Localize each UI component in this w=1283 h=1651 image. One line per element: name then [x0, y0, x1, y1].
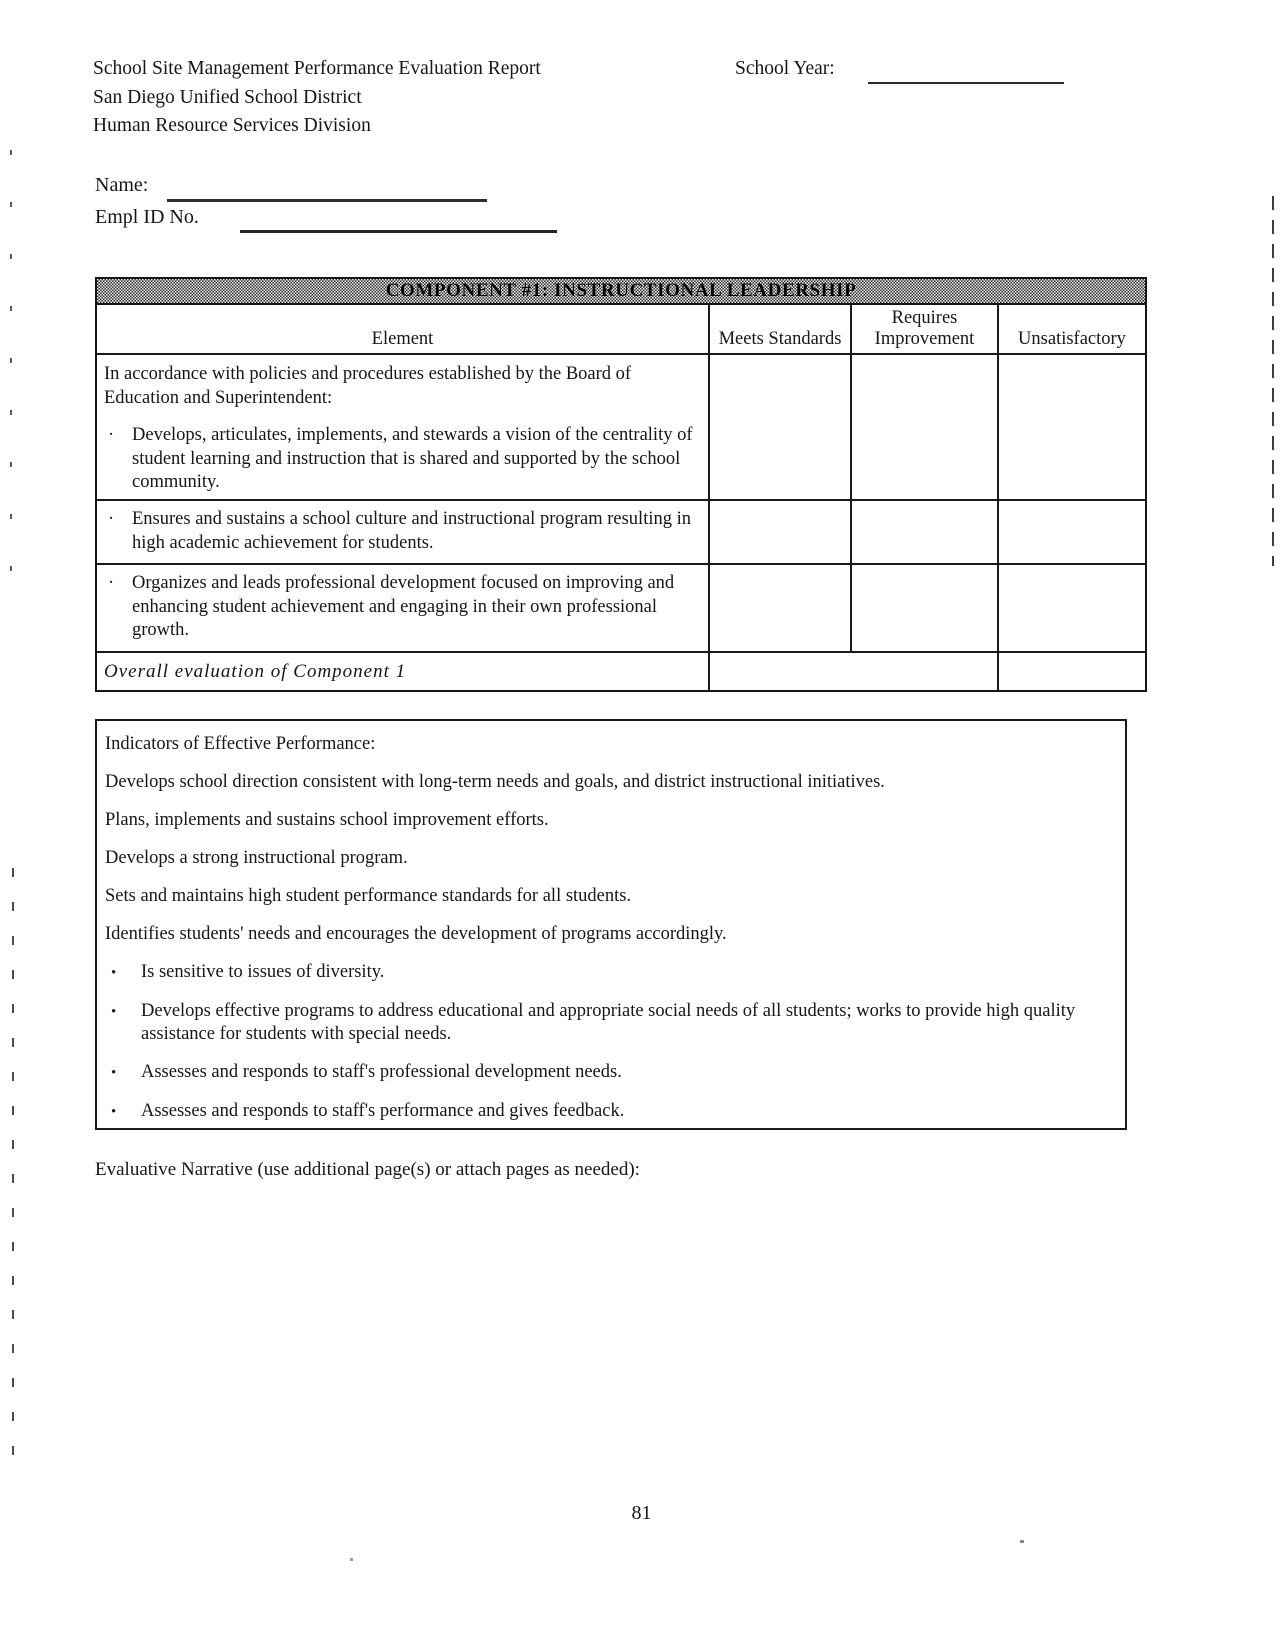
rating-cell-overall-unsatisfactory[interactable] — [997, 653, 1145, 690]
element-cell-development — [97, 565, 708, 651]
indicator-bullet-text: Assesses and responds to staff's performance and gives feedback. — [141, 1101, 625, 1121]
rating-cell-vision-requires[interactable] — [850, 355, 997, 499]
rating-cell-culture-requires[interactable] — [850, 501, 997, 563]
column-header-meets-standards: Meets Standards — [708, 305, 850, 353]
indicator-paragraph: Sets and maintains high student performance standards for all students. — [105, 886, 632, 906]
rating-cell-vision-meets[interactable] — [708, 355, 850, 499]
scan-artifact-speck — [350, 1558, 353, 1561]
document-title-block — [93, 55, 541, 141]
evaluative-narrative-label: Evaluative Narrative (use additional page(s) or attach pages as needed): — [95, 1159, 640, 1180]
narrative-writing-area[interactable] — [95, 1195, 1125, 1465]
name-label: Name: — [95, 174, 149, 196]
scan-artifact-left-dots — [10, 150, 12, 580]
column-header-requires-improvement: Requires Improvement — [850, 305, 997, 353]
bullet-dot-icon: • — [111, 965, 117, 981]
rating-cell-vision-unsatisfactory[interactable] — [997, 355, 1145, 499]
element-bullet-item — [104, 424, 698, 495]
rating-cell-development-unsatisfactory[interactable] — [997, 565, 1145, 651]
district-name: San Diego Unified School District — [93, 86, 362, 108]
indicator-paragraph: Develops a strong instructional program. — [105, 848, 408, 868]
element-bullet-text: Organizes and leads professional development focused on improving and enhancing student achievement and engaging in their own professional growth. — [132, 573, 675, 640]
column-header-element: Element — [371, 329, 434, 349]
rating-cell-development-requires[interactable] — [850, 565, 997, 651]
indicator-bullet-item — [97, 1100, 1125, 1124]
school-year-field[interactable] — [868, 62, 1064, 84]
overall-evaluation-label: Overall evaluation of Component 1 — [104, 661, 407, 682]
indicator-bullet-text: Is sensitive to issues of diversity. — [141, 962, 385, 982]
indicator-bullet-text: Develops effective programs to address educational and appropriate social needs of all students; works to provide high quality assistance for students with special needs. — [141, 1001, 1076, 1044]
indicators-box — [95, 719, 1127, 1130]
bullet-dot-icon: · — [108, 509, 115, 529]
bullet-dot-icon: · — [108, 573, 115, 593]
empl-id-label: Empl ID No. — [95, 206, 199, 228]
table-row-vision — [97, 355, 1145, 501]
rating-cell-overall-meets-requires[interactable] — [708, 653, 997, 690]
page-number: 81 — [631, 1502, 652, 1524]
indicator-paragraph: Develops school direction consistent with long-term needs and goals, and district instructional initiatives. — [105, 772, 885, 792]
indicators-title: Indicators of Effective Performance: — [105, 734, 376, 754]
indicator-bullet-text: Assesses and responds to staff's professional development needs. — [141, 1062, 622, 1082]
element-intro-text: In accordance with policies and procedures established by the Board of Education and Superintendent: — [104, 364, 632, 408]
indicator-bullet-item — [97, 1061, 1125, 1085]
rating-cell-culture-meets[interactable] — [708, 501, 850, 563]
indicator-paragraph: Plans, implements and sustains school improvement efforts. — [105, 810, 549, 830]
rating-cell-development-meets[interactable] — [708, 565, 850, 651]
table-header-row — [97, 305, 1145, 355]
table-row-culture — [97, 501, 1145, 565]
element-bullet-item — [104, 572, 698, 643]
scan-artifact-right-dashes — [1272, 196, 1274, 566]
rating-cell-culture-unsatisfactory[interactable] — [997, 501, 1145, 563]
component-1-table — [95, 277, 1147, 692]
element-bullet-text: Ensures and sustains a school culture and instructional program resulting in high academic achievement for students. — [132, 509, 691, 553]
bullet-dot-icon: · — [108, 425, 115, 445]
element-cell-vision — [97, 355, 708, 499]
document-title: School Site Management Performance Evaluation Report — [93, 58, 541, 79]
indicator-bullet-item — [97, 1000, 1125, 1046]
indicator-bullet-item — [97, 961, 1125, 985]
division-name: Human Resource Services Division — [93, 115, 371, 136]
table-row-overall — [97, 653, 1145, 690]
component-1-banner — [97, 279, 1145, 305]
column-header-unsatisfactory: Unsatisfactory — [997, 305, 1145, 353]
bullet-dot-icon: • — [111, 1065, 117, 1081]
bullet-dot-icon: • — [111, 1104, 117, 1120]
scan-artifact-speck — [1020, 1540, 1024, 1543]
table-row-development — [97, 565, 1145, 653]
element-bullet-text: Develops, articulates, implements, and stewards a vision of the centrality of student learning and instruction that is shared and supported by the school community. — [132, 425, 693, 492]
empl-id-field[interactable] — [240, 211, 557, 233]
bullet-dot-icon: • — [111, 1004, 117, 1020]
indicator-paragraph: Identifies students' needs and encourages the development of programs accordingly. — [105, 924, 727, 944]
component-1-banner-text: COMPONENT #1: INSTRUCTIONAL LEADERSHIP — [385, 280, 857, 301]
scan-artifact-left-dashes — [12, 868, 14, 1458]
element-bullet-item — [104, 508, 698, 555]
element-cell-culture — [97, 501, 708, 563]
name-field[interactable] — [167, 180, 487, 202]
school-year-label: School Year: — [735, 58, 835, 79]
